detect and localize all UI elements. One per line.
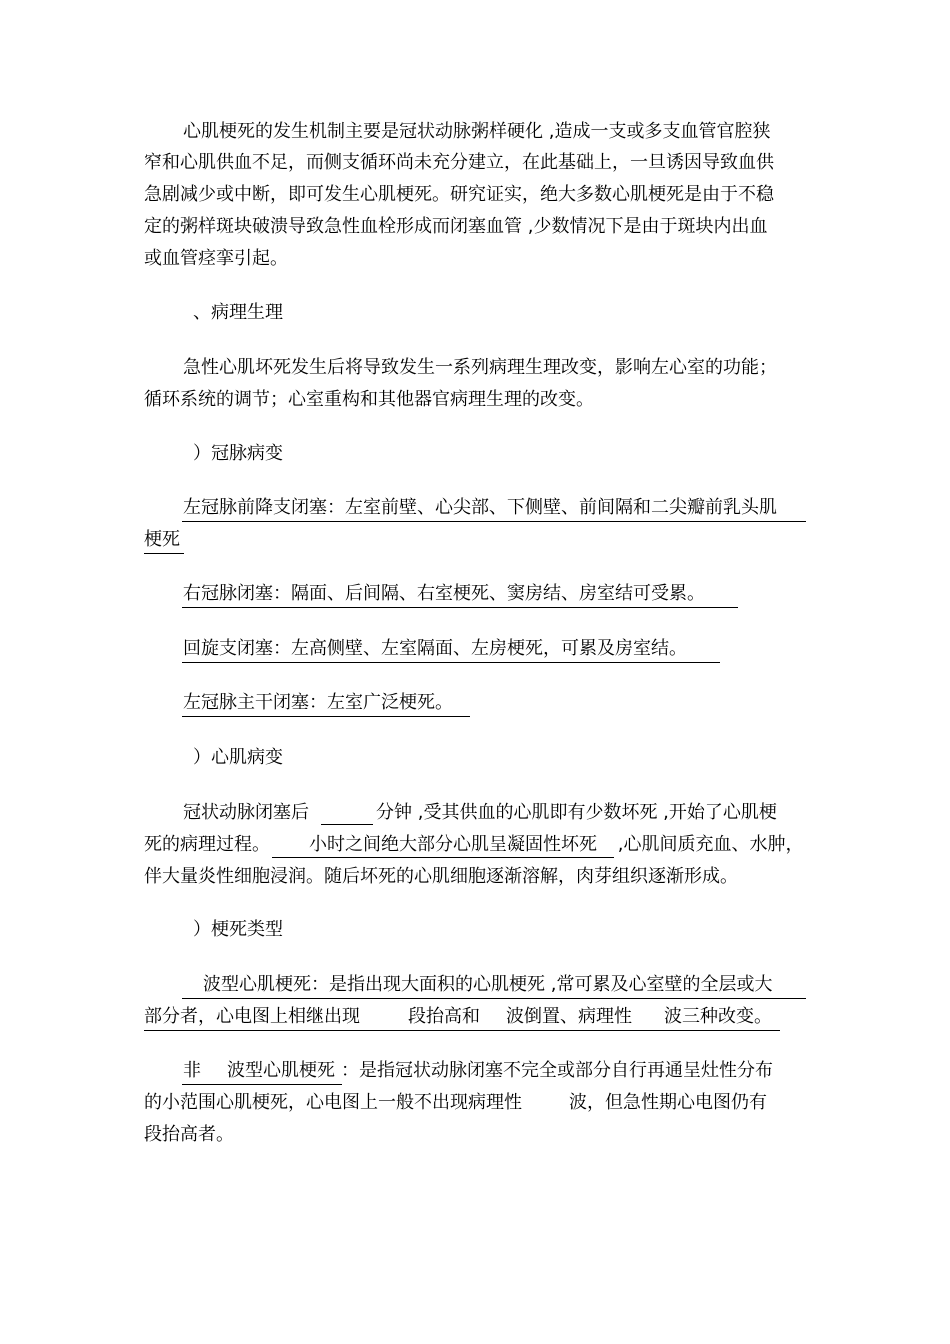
underline [144,553,184,554]
q-wave-line-2b: 段抬高和 [408,1006,480,1027]
myocardial-line-2c: ,心肌间质充血、水肿， [612,834,804,855]
myocardial-line-2b: 小时之间绝大部分心肌呈凝固性坏死 [309,834,597,855]
coronary-rca: 右冠脉闭塞：隔面、后间隔、右室梗死、窦房结、房室结可受累。 [183,583,705,604]
myocardial-line-3: 伴大量炎性细胞浸润。随后坏死的心肌细胞逐渐溶解，肉芽组织逐渐形成。 [144,866,738,887]
section-heading-myocardial: ）心肌病变 [193,747,283,768]
non-q-wave-b: 波型心肌梗死 [227,1060,335,1081]
myocardial-line-1b: 分钟 ,受其供血的心肌即有少数坏死 ,开始了心肌梗 [376,802,777,823]
coronary-lm: 左冠脉主干闭塞：左室广泛梗死。 [183,692,453,713]
intro-line-5: 或血管痉挛引起。 [144,248,288,269]
non-q-wave-line-2b: 波，但急性期心电图仍有 [569,1092,767,1113]
intro-line-2: 窄和心肌供血不足，而侧支循环尚未充分建立，在此基础上，一旦诱因导致血供 [144,152,774,173]
intro-line-3: 急剧减少或中断，即可发生心肌梗死。研究证实，绝大多数心肌梗死是由于不稳 [144,184,774,205]
underline [182,607,738,608]
q-wave-line-2c: 波倒置、病理性 [506,1006,632,1027]
section-heading-types: ）梗死类型 [193,919,283,940]
underline [144,1030,780,1031]
underline [182,662,720,663]
non-q-wave-c: ：是指冠状动脉闭塞不完全或部分自行再通呈灶性分布 [341,1060,773,1081]
underline [182,716,470,717]
q-wave-line-1: 波型心肌梗死：是指出现大面积的心肌梗死 ,常可累及心室壁的全层或大 [203,974,773,995]
underline [272,857,614,858]
coronary-lad-line-1: 左冠脉前降支闭塞：左室前壁、心尖部、下侧壁、前间隔和二尖瓣前乳头肌 [183,497,777,518]
underline [182,998,806,999]
coronary-lcx: 回旋支闭塞：左高侧壁、左室隔面、左房梗死，可累及房室结。 [183,638,687,659]
myocardial-line-1a: 冠状动脉闭塞后 [183,802,309,823]
myocardial-line-2a: 死的病理过程。 [144,834,270,855]
non-q-wave-line-3: 段抬高者。 [144,1124,234,1145]
underline [182,521,806,522]
pathophys-line-2: 循环系统的调节；心室重构和其他器官病理生理的改变。 [144,389,594,410]
section-heading-coronary: ）冠脉病变 [193,443,283,464]
intro-line-4: 定的粥样斑块破溃导致急性血栓形成而闭塞血管 ,少数情况下是由于斑块内出血 [144,216,768,237]
pathophys-line-1: 急性心肌坏死发生后将导致发生一系列病理生理改变，影响左心室的功能； [183,357,777,378]
q-wave-line-2d: 波三种改变。 [664,1006,772,1027]
blank-underline [321,824,373,825]
non-q-wave-a: 非 [183,1060,201,1081]
non-q-wave-line-2a: 的小范围心肌梗死，心电图上一般不出现病理性 [144,1092,522,1113]
coronary-lad-line-2: 梗死 [144,529,180,550]
intro-line-1: 心肌梗死的发生机制主要是冠状动脉粥样硬化 ,造成一支或多支血管官腔狭 [183,121,771,142]
q-wave-line-2a: 部分者，心电图上相继出现 [144,1006,360,1027]
underline [182,1084,342,1085]
section-heading-pathophysiology: 、病理生理 [193,302,283,323]
